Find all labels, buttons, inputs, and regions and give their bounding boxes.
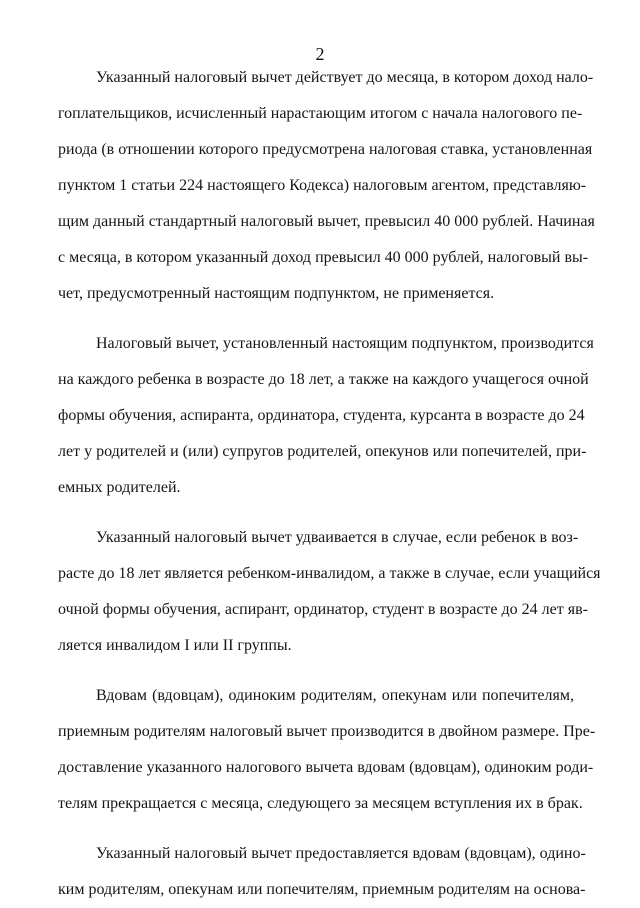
text-line: чет, предусмотренный настоящим подпунктом, не применяется. — [58, 285, 495, 302]
text-line: формы обучения, аспиранта, ординатора, студента, курсанта в возрасте до 24 — [58, 407, 585, 424]
text-line: Налоговый вычет, установленный настоящим подпунктом, производится — [96, 335, 594, 352]
text-line: лет у родителей и (или) супругов родителей, опекунов или попечителей, при- — [58, 443, 587, 460]
text-line: ляется инвалидом I или II группы. — [58, 637, 292, 654]
paragraph-4 — [58, 678, 596, 822]
text-line: щим данный стандартный налоговый вычет, превысил 40 000 рублей. Начиная — [58, 213, 595, 230]
text-line: телям прекращается с месяца, следующего за месяцем вступления их в брак. — [58, 795, 583, 812]
text-line: Указанный налоговый вычет удваивается в случае, если ребенок в воз- — [96, 529, 579, 546]
text-line: с месяца, в котором указанный доход превысил 40 000 рублей, налоговый вы- — [58, 249, 589, 266]
paragraph-2 — [58, 326, 594, 506]
text-line: ким родителям, опекунам или попечителям, приемным родителям на основа- — [58, 881, 586, 898]
text-line: Указанный налоговый вычет предоставляется вдовам (вдовцам), одино- — [96, 845, 586, 862]
text-line: гоплательщиков, исчисленный нарастающим итогом с начала налогового пе- — [58, 105, 583, 122]
text-line: риода (в отношении которого предусмотрена налоговая ставка, установленная — [58, 141, 593, 158]
text-line: очной формы обучения, аспирант, ординатор, студент в возрасте до 24 лет яв- — [58, 601, 588, 618]
page-number: 2 — [315, 44, 325, 64]
text-line: на каждого ребенка в возрасте до 18 лет, а также на каждого учащегося очной — [58, 371, 589, 388]
text-line: емных родителей. — [58, 479, 181, 496]
text-line: Вдовам (вдовцам), одиноким родителям, опекунам или попечителям, — [96, 687, 574, 704]
text-line: Указанный налоговый вычет действует до месяца, в котором доход нало- — [96, 69, 594, 86]
document-body — [58, 60, 601, 908]
text-line: приемным родителям налоговый вычет производится в двойном размере. Пре- — [58, 723, 596, 740]
text-line: доставление указанного налогового вычета вдовам (вдовцам), одиноким роди- — [58, 759, 594, 776]
paragraph-3 — [58, 520, 601, 664]
text-line: расте до 18 лет является ребенком-инвалидом, а также в случае, если учащийся — [58, 565, 601, 582]
paragraph-5 — [58, 836, 586, 908]
text-line: пунктом 1 статьи 224 настоящего Кодекса) налоговым агентом, представляю- — [58, 177, 587, 194]
paragraph-1 — [58, 60, 595, 312]
